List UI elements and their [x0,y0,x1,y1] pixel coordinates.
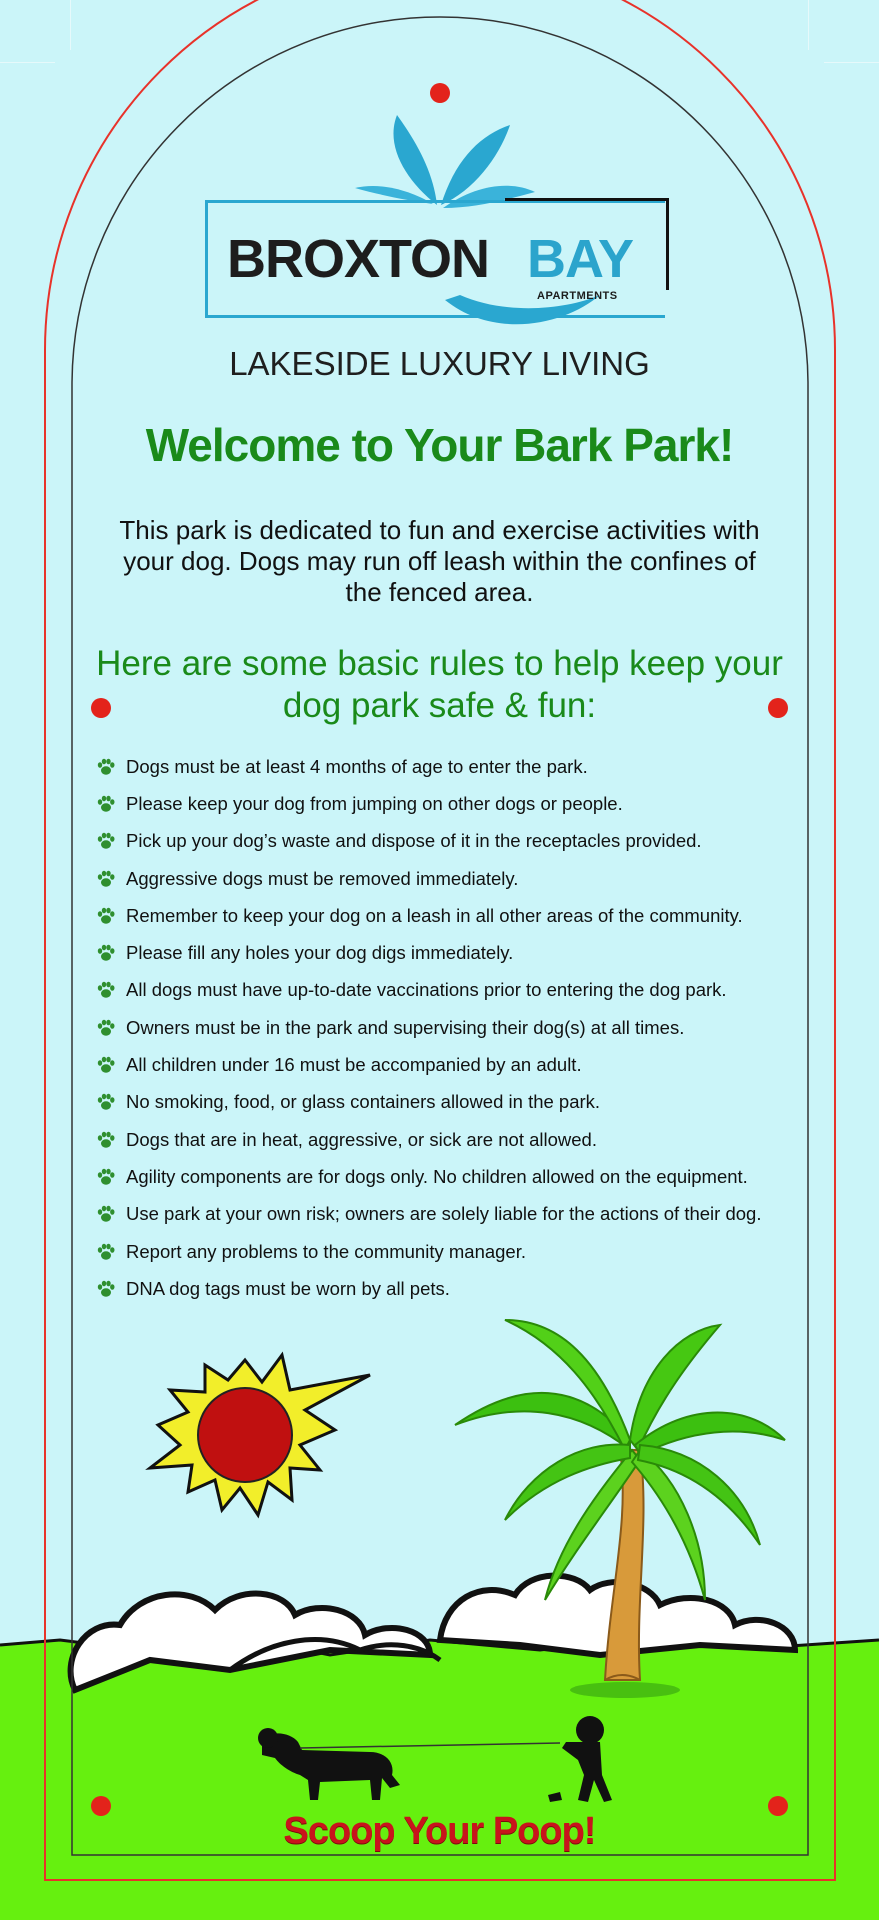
rule-item [96,897,796,934]
rule-item [96,1270,796,1307]
rule-item [96,1009,796,1046]
rule-item [96,1046,796,1083]
rule-text: Report any problems to the community manager. [126,1240,526,1262]
rule-text: All dogs must have up-to-date vaccinations prior to entering the dog park. [126,979,727,1001]
rule-item [96,1158,796,1195]
sun-icon [150,1355,370,1515]
rule-text: Dogs that are in heat, aggressive, or sick are not allowed. [126,1128,597,1150]
rule-text: DNA dog tags must be worn by all pets. [126,1277,450,1299]
paw-print-icon [96,1204,116,1224]
rule-item [96,1196,796,1233]
rule-text: Pick up your dog’s waste and dispose of it in the receptacles provided. [126,830,702,852]
intro-text: This park is dedicated to fun and exercise activities with your dog. Dogs may run off leash within the confines of the fenced area. [119,515,760,607]
rules-list [96,748,796,1307]
page-title: Welcome to Your Bark Park! [145,419,734,471]
paw-print-icon [96,906,116,926]
dog-walker-icon [258,1716,612,1802]
paw-print-icon [96,1167,116,1187]
rule-item [96,1121,796,1158]
rule-text: Owners must be in the park and supervising their dog(s) at all times. [126,1016,685,1038]
brand-name: BROXTON [227,229,490,289]
rule-item [96,1233,796,1270]
rule-text: Agility components are for dogs only. No children allowed on the equipment. [126,1165,748,1187]
brand-name-accent: BAY [527,229,634,289]
footer-slogan: Scoop Your Poop! [283,1810,596,1852]
rule-text: Aggressive dogs must be removed immediately. [126,867,519,889]
rule-item [96,860,796,897]
paw-print-icon [96,1018,116,1038]
rule-item [96,934,796,971]
paw-print-icon [96,757,116,777]
rule-item [96,823,796,860]
rule-text: No smoking, food, or glass containers allowed in the park. [126,1091,601,1113]
brand-subtitle: APARTMENTS [537,290,618,302]
paw-print-icon [96,980,116,1000]
paw-print-icon [96,831,116,851]
tagline: LAKESIDE LUXURY LIVING [229,345,650,382]
paw-print-icon [96,943,116,963]
paw-print-icon [96,1279,116,1299]
rule-item [96,1084,796,1121]
paw-print-icon [96,869,116,889]
paw-print-icon [96,1130,116,1150]
rule-item [96,748,796,785]
rule-item [96,972,796,1009]
rule-text: Use park at your own risk; owners are solely liable for the actions of their dog. [126,1203,762,1225]
rules-heading: Here are some basic rules to help keep your dog park safe & fun: [96,644,783,725]
cloud-icon [71,1576,795,1690]
paw-print-icon [96,1092,116,1112]
paw-print-icon [96,794,116,814]
rule-text: Remember to keep your dog on a leash in all other areas of the community. [126,904,743,926]
rule-text: Please fill any holes your dog digs immediately. [126,942,514,964]
paw-print-icon [96,1055,116,1075]
logo [205,100,675,330]
rule-text: Dogs must be at least 4 months of age to enter the park. [126,755,588,777]
rule-text: Please keep your dog from jumping on other dogs or people. [126,792,623,814]
rule-text: All children under 16 must be accompanied by an adult. [126,1054,582,1076]
paw-print-icon [96,1242,116,1262]
rule-item [96,785,796,822]
